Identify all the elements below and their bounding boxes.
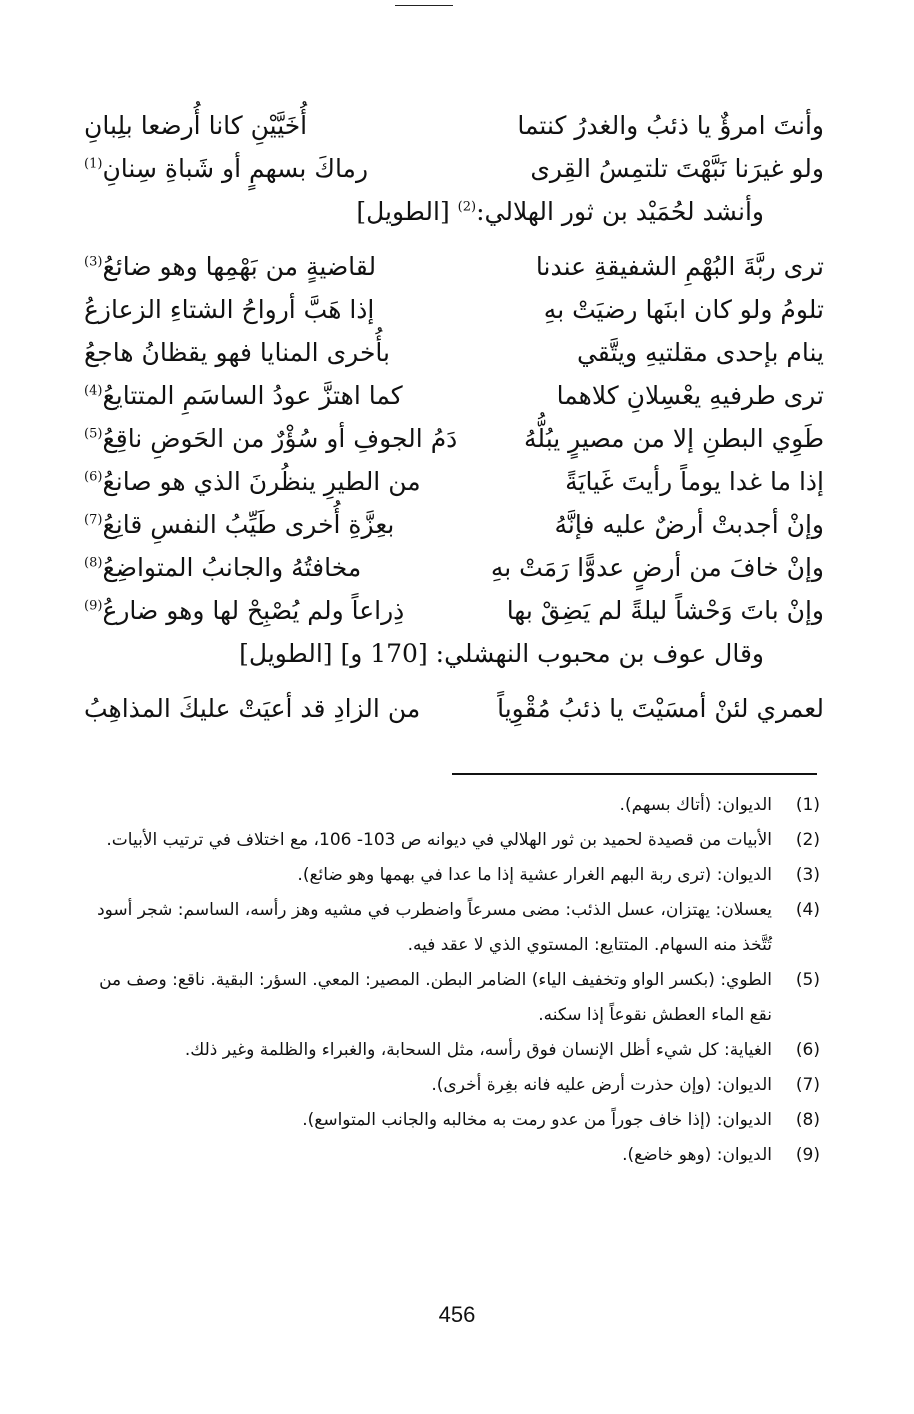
verse-line <box>84 245 824 288</box>
verse-line <box>84 331 824 374</box>
footnote-ref: (5) <box>84 426 103 442</box>
footnote-ref: (4) <box>84 383 103 399</box>
top-rule <box>395 5 453 6</box>
footnote <box>80 893 820 963</box>
page-number: 456 <box>438 1302 476 1327</box>
footnote-number: (1) <box>795 795 820 815</box>
verse-second-hemistich: مخافتُهُ والجانبُ المتواضِعُ$^{(8)}$ <box>84 553 362 582</box>
footnote-text: الديوان: (أتاك بسهم). <box>619 795 772 815</box>
footnote <box>80 788 820 823</box>
footnote-number: (2) <box>795 830 820 850</box>
footnote <box>80 1033 820 1068</box>
footnote <box>80 963 820 1033</box>
verse-line <box>84 503 824 546</box>
verse-first-hemistich: وإنْ أجدبتْ أرضٌ عليه فإنَّهُ <box>554 510 824 539</box>
footnote-number: (9) <box>795 1145 820 1165</box>
footnote-ref: (3) <box>84 254 103 270</box>
meter-label: [الطويل] <box>356 197 450 226</box>
footnote-ref: (7) <box>84 512 103 528</box>
verse-line <box>84 460 824 503</box>
verse-first-hemistich: لعمري لئنْ أمسَيْتَ يا ذئبُ مُقْوِياً <box>497 694 824 723</box>
footnote-text: الديوان: (ترى ربة البهم الغرار عشية إذا ما عدا في بهمها وهو ضائع). <box>297 865 772 885</box>
poetry-body <box>84 104 824 730</box>
footnote <box>80 1103 820 1138</box>
footnote-ref: (9) <box>84 598 103 614</box>
footnote-number: (6) <box>795 1040 820 1060</box>
verse-line <box>84 374 824 417</box>
footnote-text: الديوان: (وهو خاضع). <box>622 1145 772 1165</box>
footnote-text: الغياية: كل شيء أظل الإنسان فوق رأسه، مثل السحابة، والغبراء والظلمة وغير ذلك. <box>184 1040 772 1060</box>
verse-first-hemistich: ولو غيرَنا نَبَّهْتَ تلتمِسُ القِرى <box>530 154 824 183</box>
verse-line <box>84 147 824 190</box>
footnote <box>80 1068 820 1103</box>
footnote-number: (4) <box>795 900 820 920</box>
verse-second-hemistich: أُخَيَّيْنِ كانا أُرضعا بلِبانِ <box>84 111 308 140</box>
footnotes <box>80 788 820 1173</box>
verse-first-hemistich: طَوِي البطنِ إلا من مصيرٍ يبُلُّهُ <box>524 424 824 453</box>
verse-line <box>84 104 824 147</box>
footnote-number: (7) <box>795 1075 820 1095</box>
verse-second-hemistich: كما اهتزَّ عودُ الساسَمِ المتتايعُ$^{(4)}$ <box>84 381 403 410</box>
verse-second-hemistich: بأُخرى المنايا فهو يقظانُ هاجعُ <box>84 338 390 367</box>
poem-block-1 <box>84 104 824 190</box>
poem-block-2 <box>84 245 824 632</box>
verse-line <box>84 687 824 730</box>
verse-first-hemistich: وأنتَ امرؤٌ يا ذئبُ والغدرُ كنتما <box>517 111 824 140</box>
verse-first-hemistich: ترى طرفيهِ يعْسِلانِ كلاهما <box>556 381 824 410</box>
verse-second-hemistich: لقاضيةٍ من بَهْمِها وهو ضائعُ$^{(3)}$ <box>84 252 377 281</box>
verse-second-hemistich: من الزادِ قد أعيَتْ عليكَ المذاهِبُ <box>84 694 421 723</box>
verse-first-hemistich: إذا ما غدا يوماً رأيتَ غَيايَةً <box>565 467 824 496</box>
verse-first-hemistich: وإنْ خافَ من أرضٍ عدوًّا رَمَتْ بهِ <box>490 553 824 582</box>
poem-intro-awf: وقال عوف بن محبوب النهشلي: [170 و] [الطويل] <box>239 639 764 668</box>
footnote-text: يعسلان: يهتزان، عسل الذئب: مضى مسرعاً واضطرب في مشيه وهز رأسه، الساسم: شجر أسود تُتَّخذ منه السهام. المتتايع: المستوي الذي لا عقد فيه. <box>97 900 772 955</box>
poem-intro-humayd: وأنشد لحُمَيْد بن ثور الهلالي:$^{(2)}$ [الطويل] <box>356 197 764 226</box>
verse-second-hemistich: رماكَ بسهمٍ أو شَباةِ سِنانِ$^{(1)}$ <box>84 154 369 183</box>
footnote-number: (5) <box>795 970 820 990</box>
verse-second-hemistich: بعِزَّةِ أُخرى طَيِّبُ النفسِ قانِعُ$^{(7)}$ <box>84 510 395 539</box>
poem-block-3 <box>84 687 824 730</box>
verse-first-hemistich: ينام بإحدى مقلتيهِ ويتَّقي <box>576 338 824 367</box>
footnote-text: الطوي: (بكسر الواو وتخفيف الياء) الضامر البطن. المصير: المعي. السؤر: البقية. ناقع: وصف من نقع الماء العطش نقوعاً إذا سكنه. <box>99 970 772 1025</box>
verse-first-hemistich: تلومُ ولو كان ابنَها رضيَتْ بهِ <box>543 295 824 324</box>
footnote <box>80 1138 820 1173</box>
verse-second-hemistich: دَمُ الجوفِ أو سُؤْرٌ من الحَوضِ ناقِعُ$^{(5)}$ <box>84 424 458 453</box>
footnote-ref: (6) <box>84 469 103 485</box>
verse-first-hemistich: ترى ربَّةَ البُهْمِ الشفيقةِ عندنا <box>535 252 824 281</box>
footnote-ref: (8) <box>84 555 103 571</box>
footnote-text: الأبيات من قصيدة لحميد بن ثور الهلالي في ديوانه ص 103- 106، مع اختلاف في ترتيب الأبيات. <box>106 830 772 850</box>
verse-second-hemistich: من الطيرِ ينظُرنَ الذي هو صانعُ$^{(6)}$ <box>84 467 421 496</box>
footnote <box>80 858 820 893</box>
verse-line <box>84 546 824 589</box>
footnote-number: (3) <box>795 865 820 885</box>
verse-line <box>84 417 824 460</box>
verse-line <box>84 589 824 632</box>
footnote-ref: (1) <box>84 156 103 172</box>
footnote-text: الديوان: (إذا خاف جوراً من عدو رمت به مخالبه والجانب المتواسع). <box>302 1110 772 1130</box>
footnote-text: الديوان: (وإن حذرت أرض عليه فانه بغِرة أخرى). <box>431 1075 772 1095</box>
verse-second-hemistich: إذا هَبَّ أرواحُ الشتاءِ الزعازعُ <box>84 295 375 324</box>
verse-first-hemistich: وإنْ باتَ وَحْشاً ليلةً لم يَضِقْ بها <box>506 596 824 625</box>
footnote <box>80 823 820 858</box>
verse-line <box>84 288 824 331</box>
footnote-ref: (2) <box>457 199 477 215</box>
verse-second-hemistich: ذِراعاً ولم يُصْبِحْ لها وهو ضارعُ$^{(9)}$ <box>84 596 405 625</box>
footnote-number: (8) <box>795 1110 820 1130</box>
footnote-separator <box>452 773 817 775</box>
